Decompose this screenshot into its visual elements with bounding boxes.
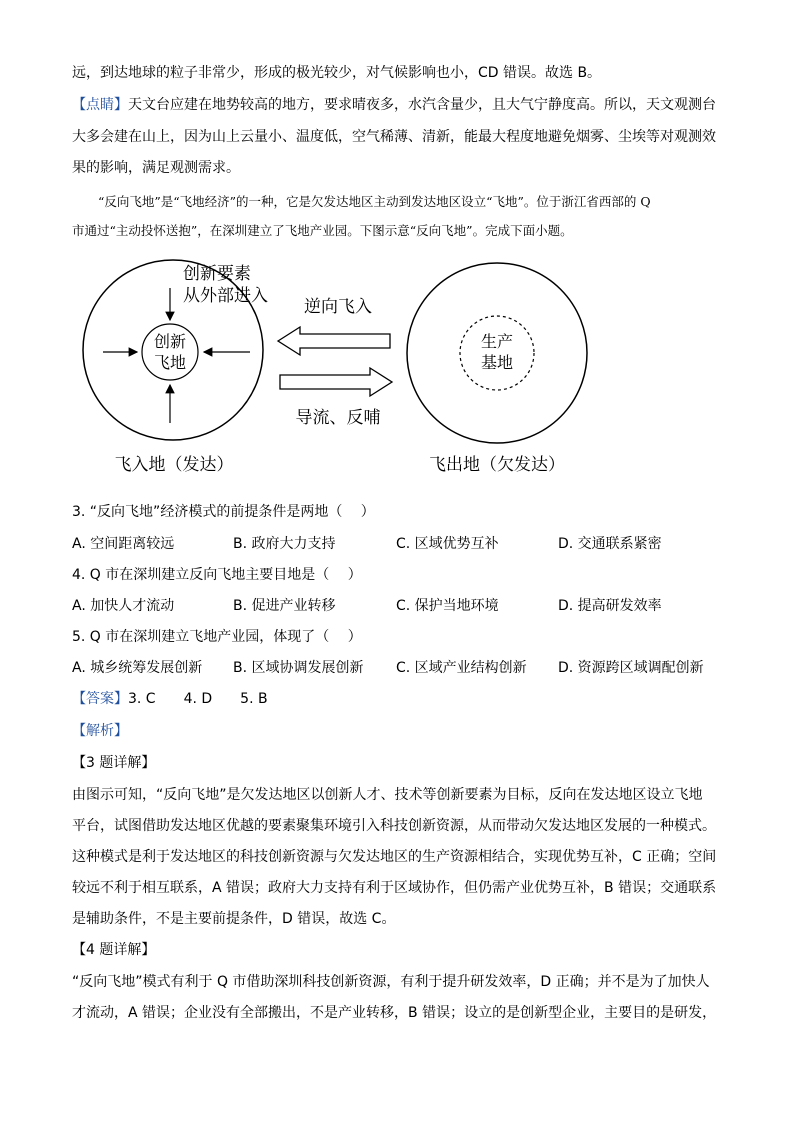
q4-detail-tag: 【4 题详解】 (72, 942, 156, 958)
right-inner-text-2: 基地 (480, 353, 514, 372)
dianjing-line (72, 95, 722, 115)
intro-line: “反向飞地”是“飞地经济”的一种，它是欠发达地区主动到发达地区设立“飞地”。位于浙江省西部的 Q (98, 194, 651, 209)
q3-detail-line: 是辅助条件，不是主要前提条件，D 错误，故选 C。 (72, 911, 396, 927)
arrow-top-label: 逆向飞入 (304, 297, 372, 317)
q3-option-a: A. 空间距离较远 (72, 536, 175, 552)
q3-option-c: C. 区域优势互补 (396, 536, 499, 552)
q3-detail-line: 由图示可知，“反向飞地”是欠发达地区以创新人才、技术等创新要素为目标，反向在发达地区设立飞地 (72, 787, 703, 803)
text-line: 远，到达地球的粒子非常少，形成的极光较少，对气候影响也小，CD 错误。故选 B。 (72, 65, 602, 81)
q3-option-d: D. 交通联系紧密 (558, 536, 662, 552)
q3-option-b: B. 政府大力支持 (233, 536, 336, 552)
intro-line: 市通过“主动投怀送抱”，在深圳建立了飞地产业园。下图示意“反向飞地”。完成下面小题。 (72, 223, 573, 238)
q4-detail-line: “反向飞地”模式有利于 Q 市借助深圳科技创新资源，有利于提升研发效率，D 正确；并不是为了加快人 (72, 974, 710, 990)
q5-option-d: D. 资源跨区域调配创新 (558, 660, 704, 676)
right-inner-text-1: 生产 (480, 332, 514, 351)
question-5-stem: 5. Q 市在深圳建立飞地产业园，体现了（ ） (72, 629, 362, 645)
q4-option-d: D. 提高研发效率 (558, 598, 662, 614)
q4-option-a: A. 加快人才流动 (72, 598, 175, 614)
left-caption: 飞入地（发达） (114, 455, 234, 475)
left-inner-text-1: 创新 (153, 332, 187, 351)
dianjing-text: 天文台应建在地势较高的地方，要求晴夜多，水汽含量少，且大气宁静度高。所以，天文观测台 (128, 97, 716, 113)
question-4-stem: 4. Q 市在深圳建立反向飞地主要目地是（ ） (72, 567, 362, 583)
q3-detail-tag: 【3 题详解】 (72, 755, 156, 771)
q4-option-c: C. 保护当地环境 (396, 598, 499, 614)
reverse-enclave-diagram (70, 255, 610, 485)
analysis-tag: 【解析】 (72, 723, 128, 739)
q3-detail-line: 这种模式是利于发达地区的科技创新资源与欠发达地区的生产资源相结合，实现优势互补，C 正确；空间 (72, 849, 717, 865)
q5-option-a: A. 城乡统筹发展创新 (72, 660, 203, 676)
left-inner-text-2: 飞地 (153, 353, 187, 372)
answer-text: 3. C 4. D 5. B (128, 691, 268, 707)
text-line: 果的影响，满足观测需求。 (72, 160, 240, 176)
arrow-left-block (278, 327, 390, 355)
right-caption: 飞出地（欠发达） (429, 455, 565, 475)
answer-line (72, 689, 722, 709)
q3-detail-line: 平台，试图借助发达地区优越的要素聚集环境引入科技创新资源，从而带动欠发达地区发展的一种模式。 (72, 818, 716, 834)
q4-option-b: B. 促进产业转移 (233, 598, 336, 614)
q5-option-b: B. 区域协调发展创新 (233, 660, 364, 676)
arrow-right-block (280, 368, 392, 396)
left-top-text-1: 创新要素 (183, 264, 251, 284)
answer-tag: 【答案】 (72, 691, 128, 707)
text-line: 大多会建在山上，因为山上云量小、温度低，空气稀薄、清新，能最大程度地避免烟雾、尘埃等对观测效 (72, 129, 716, 145)
arrow-bottom-label: 导流、反哺 (295, 408, 381, 428)
q5-option-c: C. 区域产业结构创新 (396, 660, 527, 676)
q4-detail-line: 才流动，A 错误；企业没有全部搬出，不是产业转移，B 错误；设立的是创新型企业，主要目的是研发， (72, 1005, 717, 1021)
left-top-text-2: 从外部进入 (183, 286, 268, 306)
dianjing-tag: 【点睛】 (72, 97, 128, 113)
q3-detail-line: 较远不利于相互联系，A 错误；政府大力支持有利于区域协作，但仍需产业优势互补，B 错误；交通联系 (72, 880, 717, 896)
question-3-stem: 3. “反向飞地”经济模式的前提条件是两地（ ） (72, 504, 375, 520)
